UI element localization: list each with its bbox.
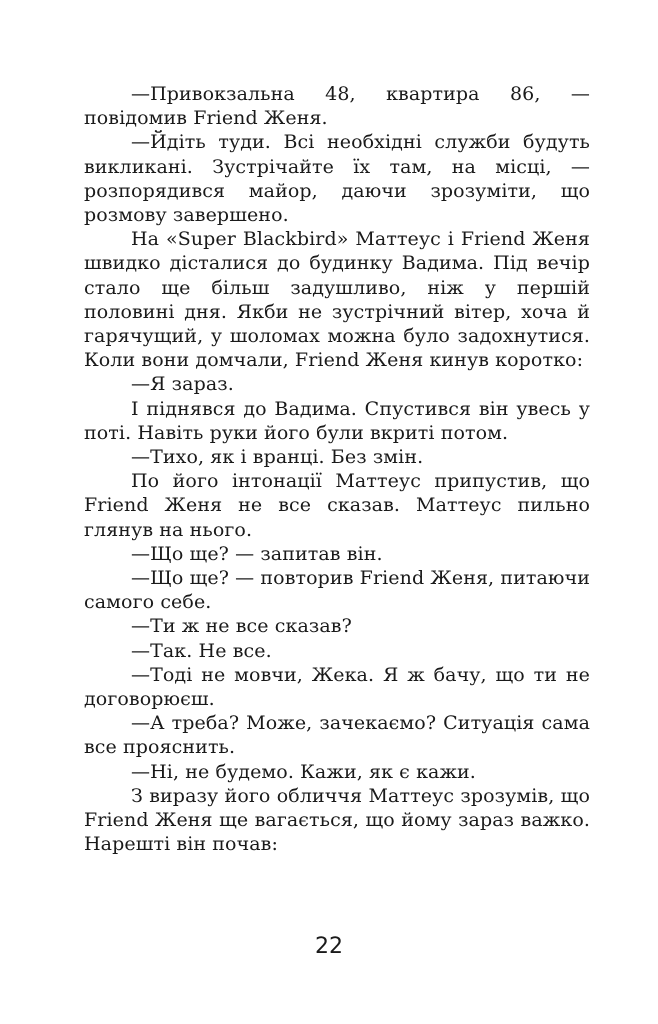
paragraph: —Що ще? — повторив Friend Женя, питаючи самого себе. [84, 567, 590, 614]
paragraph: —Йдіть туди. Всі необхідні служби будуть викликані. Зустрічайте їх там, на місці, — розпорядився майор, даючи зрозуміти, що розмову завершено. [84, 131, 590, 227]
paragraph: —Привокзальна 48, квартира 86, — повідомив Friend Женя. [84, 83, 590, 130]
page-text [84, 82, 590, 857]
paragraph: З виразу його обличчя Маттеус зрозумів, що Friend Женя ще вагається, що йому зараз важко. Нарешті він почав: [84, 784, 590, 856]
paragraph: —Ні, не будемо. Кажи, як є кажи. [131, 760, 476, 783]
paragraph: —Я зараз. [131, 373, 234, 396]
page-number: 22 [315, 934, 343, 959]
paragraph: По його інтонації Маттеус припустив, що Friend Женя не все сказав. Маттеус пильно глянув на нього. [84, 470, 590, 541]
paragraph: —А треба? Може, зачекаємо? Ситуація сама все прояснить. [84, 712, 590, 759]
paragraph: —Ти ж не все сказав? [131, 615, 352, 638]
paragraph: І піднявся до Вадима. Спустився він увесь у поті. Навіть руки його були вкриті потом. [84, 397, 590, 444]
paragraph: —Так. Не все. [131, 639, 272, 662]
paragraph: На «Super Blackbird» Маттеус і Friend Женя швидко дісталися до будинку Вадима. Під вечір стало ще більш задушливо, ніж у першій половині дня. Якби не зустрічний вітер, хоча й гарячущий, у шоломах можна було задохнутися. Коли вони домчали, Friend Женя кинув коротко: [84, 228, 590, 372]
paragraph: —Що ще? — запитав він. [131, 542, 383, 565]
paragraph: —Тоді не мовчи, Жека. Я ж бачу, що ти не договорюєш. [84, 663, 590, 711]
paragraph: —Тихо, як і вранці. Без змін. [131, 446, 424, 469]
